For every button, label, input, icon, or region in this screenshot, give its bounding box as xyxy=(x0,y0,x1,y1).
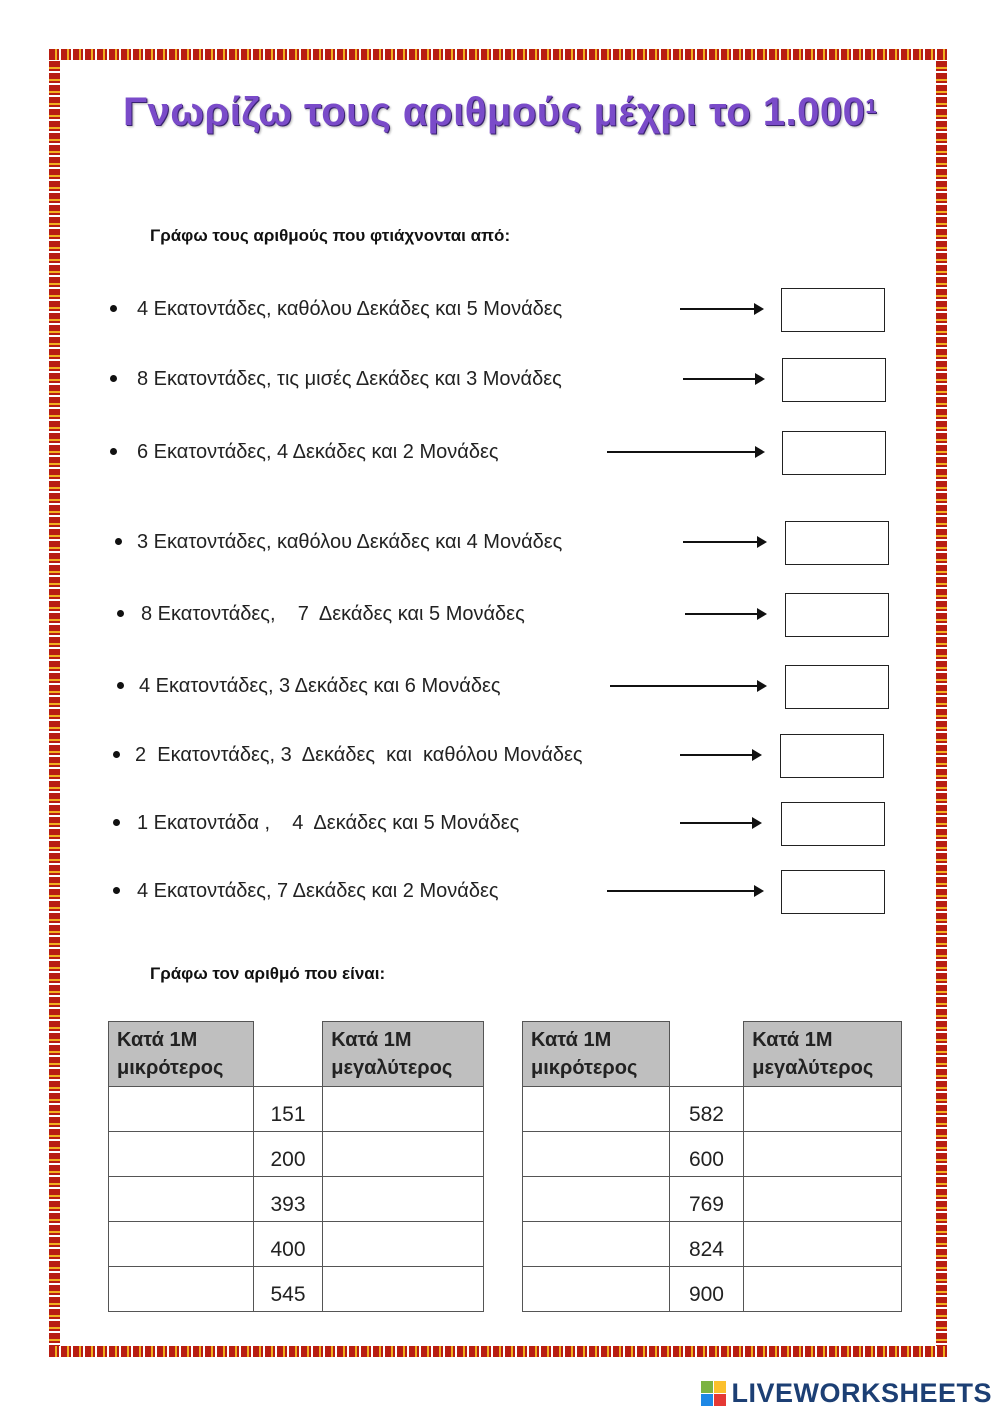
number-cell: 600 xyxy=(669,1132,744,1177)
answer-cell-larger[interactable] xyxy=(323,1222,484,1267)
arrow-icon xyxy=(610,685,765,687)
answer-cell-smaller[interactable] xyxy=(523,1087,670,1132)
answer-cell-larger[interactable] xyxy=(744,1087,902,1132)
answer-cell-smaller[interactable] xyxy=(109,1267,254,1312)
logo-square xyxy=(701,1394,713,1406)
number-cell: 393 xyxy=(253,1177,323,1222)
arrow-icon xyxy=(683,541,765,543)
bullet-icon xyxy=(117,682,124,689)
answer-cell-smaller[interactable] xyxy=(523,1267,670,1312)
answer-cell-smaller[interactable] xyxy=(523,1132,670,1177)
arrow-icon xyxy=(607,451,763,453)
logo-square xyxy=(714,1394,726,1406)
answer-cell-smaller[interactable] xyxy=(109,1087,254,1132)
exercise-text: 4 Εκατοντάδες, 7 Δεκάδες και 2 Μονάδες xyxy=(137,880,499,902)
number-table-right xyxy=(522,1021,902,1312)
table-row xyxy=(523,1087,902,1132)
exercise-row xyxy=(105,734,905,780)
number-cell: 545 xyxy=(253,1267,323,1312)
exercise-row xyxy=(105,593,905,639)
bullet-icon xyxy=(117,610,124,617)
table-row xyxy=(109,1132,484,1177)
answer-cell-smaller[interactable] xyxy=(109,1222,254,1267)
answer-cell-smaller[interactable] xyxy=(109,1177,254,1222)
answer-cell-larger[interactable] xyxy=(323,1132,484,1177)
header-blank xyxy=(253,1022,323,1087)
arrow-icon xyxy=(685,613,765,615)
exercise-text: 4 Εκατοντάδες, 3 Δεκάδες και 6 Μονάδες xyxy=(139,675,501,697)
answer-cell-larger[interactable] xyxy=(744,1222,902,1267)
bullet-icon xyxy=(113,819,120,826)
bullet-icon xyxy=(113,887,120,894)
table-row xyxy=(523,1267,902,1312)
answer-cell-larger[interactable] xyxy=(323,1177,484,1222)
exercise-row xyxy=(105,431,905,477)
bullet-icon xyxy=(110,448,117,455)
title-text: Γνωρίζω τους αριθμούς μέχρι το 1.000 xyxy=(122,90,866,134)
liveworksheets-icon xyxy=(701,1381,726,1406)
answer-box[interactable] xyxy=(780,734,884,778)
answer-box[interactable] xyxy=(782,431,886,475)
exercise-text: 6 Εκατοντάδες, 4 Δεκάδες και 2 Μονάδες xyxy=(137,441,499,463)
arrow-icon xyxy=(683,378,763,380)
number-cell: 900 xyxy=(669,1267,744,1312)
answer-cell-larger[interactable] xyxy=(744,1267,902,1312)
number-cell: 824 xyxy=(669,1222,744,1267)
number-cell: 151 xyxy=(253,1087,323,1132)
answer-cell-larger[interactable] xyxy=(744,1132,902,1177)
table-row xyxy=(523,1222,902,1267)
number-table-left xyxy=(108,1021,484,1312)
number-cell: 582 xyxy=(669,1087,744,1132)
arrow-icon xyxy=(680,754,760,756)
table-row xyxy=(109,1177,484,1222)
exercise-row xyxy=(105,802,905,848)
table-row xyxy=(523,1132,902,1177)
exercise-text: 2 Εκατοντάδες, 3 Δεκάδες και καθόλου Μονάδες xyxy=(135,744,583,766)
header-smaller: Κατά 1Μ μικρότερος xyxy=(523,1022,670,1087)
answer-box[interactable] xyxy=(781,870,885,914)
answer-cell-larger[interactable] xyxy=(323,1267,484,1312)
bullet-icon xyxy=(110,375,117,382)
exercise-text: 3 Εκατοντάδες, καθόλου Δεκάδες και 4 Μονάδες xyxy=(137,531,563,553)
answer-cell-smaller[interactable] xyxy=(523,1222,670,1267)
answer-box[interactable] xyxy=(785,665,889,709)
table-row xyxy=(109,1087,484,1132)
title-superscript: 1 xyxy=(865,96,878,118)
bullet-icon xyxy=(113,751,120,758)
exercise-text: 8 Εκατοντάδες, 7 Δεκάδες και 5 Μονάδες xyxy=(141,603,525,625)
exercise-row xyxy=(105,521,905,567)
page-title xyxy=(0,90,1000,135)
section1-heading: Γράφω τους αριθμούς που φτιάχνονται από: xyxy=(150,226,511,245)
answer-box[interactable] xyxy=(785,521,889,565)
number-cell: 200 xyxy=(253,1132,323,1177)
exercise-row xyxy=(105,358,905,404)
logo-square xyxy=(714,1381,726,1393)
table-row xyxy=(109,1222,484,1267)
answer-cell-smaller[interactable] xyxy=(109,1132,254,1177)
exercise-row xyxy=(105,870,905,916)
header-larger: Κατά 1Μ μεγαλύτερος xyxy=(323,1022,484,1087)
table-row xyxy=(523,1177,902,1222)
logo-square xyxy=(701,1381,713,1393)
answer-cell-larger[interactable] xyxy=(323,1087,484,1132)
answer-cell-larger[interactable] xyxy=(744,1177,902,1222)
exercise-row xyxy=(105,665,905,711)
arrow-icon xyxy=(607,890,762,892)
exercise-text: 1 Εκατοντάδα , 4 Δεκάδες και 5 Μονάδες xyxy=(137,812,520,834)
header-smaller: Κατά 1Μ μικρότερος xyxy=(109,1022,254,1087)
number-cell: 400 xyxy=(253,1222,323,1267)
answer-cell-smaller[interactable] xyxy=(523,1177,670,1222)
exercise-text: 8 Εκατοντάδες, τις μισές Δεκάδες και 3 Μονάδες xyxy=(137,368,562,390)
table-row xyxy=(109,1267,484,1312)
number-cell: 769 xyxy=(669,1177,744,1222)
answer-box[interactable] xyxy=(781,802,885,846)
bullet-icon xyxy=(110,305,117,312)
exercise-text: 4 Εκατοντάδες, καθόλου Δεκάδες και 5 Μονάδες xyxy=(137,298,563,320)
header-larger: Κατά 1Μ μεγαλύτερος xyxy=(744,1022,902,1087)
answer-box[interactable] xyxy=(782,358,886,402)
exercise-row xyxy=(105,288,905,334)
section2-heading: Γράφω τον αριθμό που είναι: xyxy=(150,964,386,983)
header-blank xyxy=(669,1022,744,1087)
arrow-icon xyxy=(680,308,762,310)
answer-box[interactable] xyxy=(781,288,885,332)
brand-text: LIVEWORKSHEETS xyxy=(731,1377,992,1408)
answer-box[interactable] xyxy=(785,593,889,637)
bullet-icon xyxy=(115,538,122,545)
liveworksheets-logo xyxy=(701,1376,992,1410)
arrow-icon xyxy=(680,822,760,824)
